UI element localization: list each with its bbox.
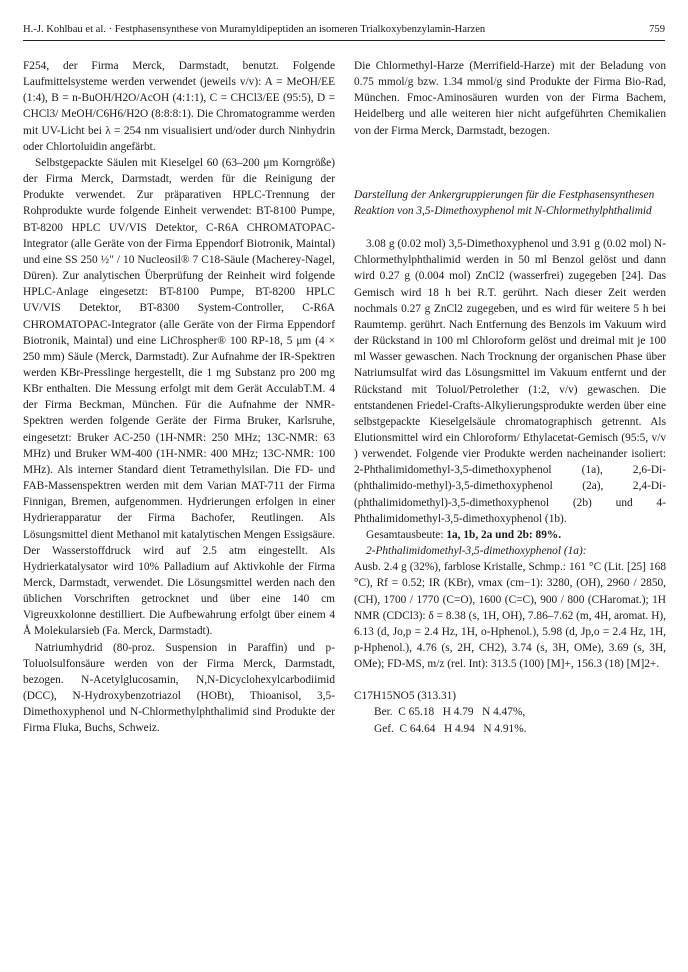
page-number: 759 <box>649 24 665 35</box>
paragraph-reagents: Natriumhydrid (80-proz. Suspension in Paraffin) und p-Toluolsulfonsäure werden von der Firma Merck, Darmstadt, bezogen. N-Acetylglucosamin, N,N-Dicyclohexylcarbodiimid (DCC), N-Hydroxybenzotriazol (HOBt), Thioanisol, 3,5-Dimethoxyphenol und N-Chlormethylphthalimid sind Produkte der Firma Fluka, Buchs, Schweiz. <box>23 641 335 735</box>
subsection-heading: Reaktion von 3,5-Dimethoxyphenol mit N-Chlormethylphthalimid <box>354 204 652 217</box>
formula-spacer <box>354 672 666 688</box>
molecular-formula: C17H15NO5 (313.31) <box>354 690 457 703</box>
paragraph-procedure: 3.08 g (0.02 mol) 3,5-Dimethoxyphenol und 3.91 g (0.02 mol) N-Chlormethylphthalimid werden in 50 ml Benzol gelöst und dann wird 0.27 g (0.004 mol) ZnCl2 (wasserfrei) zugegeben [24]. Das Gemisch wird 18 h bei R.T. gerührt. Nach dieser Zeit werden nochmals 0.27 g ZnCl2 zugegeben, und es wird für weitere 5 h bei Raumtemp. gerührt. Nach Entfernung des Benzols im Vakuum wird der Rückstand in 100 ml Chloroform gelöst und dreimal mit je 100 ml Wasser gewaschen. Nach Trocknung der organischen Phase über Natriumsulfat wird das Lösungsmittel im Vakuum entfernt und der Rückstand mit Toluol/Petrolether (1:2, v/v) gewaschen. Die entstandenen Friedel-Crafts-Alkylierungsprodukte werden über eine selbstgepackte Kieselgelsäule chromatographisch getrennt. Als Elutionsmittel wird ein Chloroform/ Ethylacetat-Gemisch (95:5, v/v ) verwendet. Folgende vier Produkte werden nacheinander isoliert: 2-Phthalimidomethyl-3,5-dimethoxyphenol (1a), 2,6-Di-(phthalimido-methyl)-3,5-dimethoxyphenol (2a), 2,4-Di-(phthalimidomethyl)-3,5-dimethoxyphenol (2b) und 4-Phthalimidomethyl-3,5-dimethoxyphenol (1b). <box>354 238 666 525</box>
compound-heading <box>354 543 666 559</box>
paragraph-resins: Die Chlormethyl-Harze (Merrifield-Harze) mit der Beladung von 0.75 mmol/g bzw. 1.34 mmol/g sind Produkte der Firma Bio-Rad, München. Fmoc-Aminosäuren wurden von der Firma Bachem, Heidelberg und alle weiteren hier nicht aufgeführten Chemikalien von der Firma Merck, Darmstadt, bezogen. <box>354 60 666 137</box>
paragraph-instrumentation: Selbstgepackte Säulen mit Kieselgel 60 (63–200 μm Korngröße) der Firma Merck, Darmstadt, werden für die Reinigung der Produkte verwendet. Zur präparativen HPLC-Trennung der Rohprodukte wurde folgende Einheit verwendet: BT-8100 Pumpe, BT-8200 HPLC UV/VIS Detektor, C-R6A CHROMATOPAC-Integrator (alle Geräte von der Firma Eppendorf Biotronik, Maintal) und eine SS 250 ½" / 10 Nucleosil® 7 C18-Säule (Macherey-Nagel, Düren). Zur analytischen Überprüfung der Reinheit wird folgende HPLC-Anlage eingesetzt: BT-8100 Pumpe, BT-8200 HPLC UV/VIS Detektor, BT-8300 System-Controller, C-R6A CHROMATOPAC-Integrator (alle Geräte von der Firma Eppendorf Biotronik, Maintal) und eine LiChrospher® 100 RP-18, 5 μm (4 × 250 mm) Säule (Merck, Darmstadt). Zur Aufnahme der IR-Spektren werden KBr-Presslinge hergestellt, die 1 mg Substanz pro 200 mg KBr enthalten. Die Messung erfolgt mit dem Gerät AcculabT.M. 4 der Firma Beckman, München. Für die Aufnahme der NMR-Spektren werden folgende Geräte der Firma Bruker, Karlsruhe, eingesetzt: Bruker AC-250 (1H-NMR: 250 MHz; 13C-NMR: 63 MHz) und Bruker WM-400 (1H-NMR: 400 MHz; 13C-NMR: 100 MHz). Als interner Standard dient Tetramethylsilan. Die FD- und FAB-Massenspektren werden mit dem Varian MAT-711 der Firma Finnigan, Bremen, aufgenommen. Hydrierungen erfolgen in einer Hydrierapparatur der Firma Bachofer, Reutlingen. Als Lösungsmittel dient Methanol mit katalytischen Mengen Essigsäure. Der Wasserstoffdruck wird auf 2.5 atm eingestellt. Als Hydrierkatalysator wird 10% Palladium auf Aktivkohle der Firma Merck, Darmstadt, verwendet. Die Lösungsmittel werden nach den üblichen Vorschriften getrocknet und über eine 140 cm Vigreuxkolonne destilliert. Die Aufbewahrung erfolgt über einem 4 Å Molekularsieb (Fa. Merck, Darmstadt). <box>23 156 335 638</box>
right-column <box>354 58 666 737</box>
subsection-spacer <box>354 219 666 236</box>
compound-name: 2-Phthalimidomethyl-3,5-dimethoxyphenol (1a): <box>366 545 587 558</box>
elemental-analysis-calc: Ber. C 65.18 H 4.79 N 4.47%, <box>374 706 526 719</box>
paragraph-tlc-solvents: F254, der Firma Merck, Darmstadt, benutzt. Folgende Laufmittelsysteme werden verwendet (jeweils v/v): A = MeOH/EE (1:4), B = n-BuOH/H2O/AcOH (4:1:1), C = CHCl3/EE (95:5), D = CHCl3/ MeOH/C6H6/H2O (8:8:8:1). Die Chromatogramme werden mit UV-Licht bei λ = 254 nm visualisiert und/oder durch Ninhydrin oder Chlortoluidin angefärbt. <box>23 60 335 153</box>
yield-line <box>354 527 666 543</box>
section-heading: Darstellung der Ankergruppierungen für die Festphasensynthesen <box>354 188 655 201</box>
elemental-analysis-found: Gef. C 64.64 H 4.94 N 4.91%. <box>374 722 527 735</box>
left-column <box>23 58 335 737</box>
header-rule <box>23 40 665 41</box>
running-title: H.-J. Kohlbau et al. · Festphasensynthese von Muramyldipeptiden an isomeren Trialkoxybenzylamin-Harzen <box>23 24 486 35</box>
yield-label: Gesamtausbeute: <box>366 528 447 541</box>
paragraph-characterization: Ausb. 2.4 g (32%), farblose Kristalle, Schmp.: 161 °C (Lit. [25] 168 °C), Rf = 0.52; IR (KBr), νmax (cm−1): 3280, (OH), 2960 / 2850, (CH), 1700 / 1770 (C=O), 1600 (C=C), 900 / 800 (CHaromat.); 1H NMR (CDCl3): δ = 8.38 (s, 1H, OH), 7.86–7.62 (m, 4H, aromat. H), 6.13 (d, Jo,p = 2.4 Hz, 1H, o-Hphenol.), 5.98 (d, Jp,o = 2.4 Hz, 1H, p-Hphenol.), 4.76 (s, 2H, CH2), 3.74 (s, 3H, OMe), 3.69 (s, 3H, OMe); FD-MS, m/z (rel. Int): 313.5 (100) [M]+, 156.3 (18) [M]2+. <box>354 561 666 671</box>
running-header <box>23 22 665 38</box>
section-spacer <box>354 139 666 187</box>
yield-value: 1a, 1b, 2a und 2b: 89%. <box>446 528 562 541</box>
